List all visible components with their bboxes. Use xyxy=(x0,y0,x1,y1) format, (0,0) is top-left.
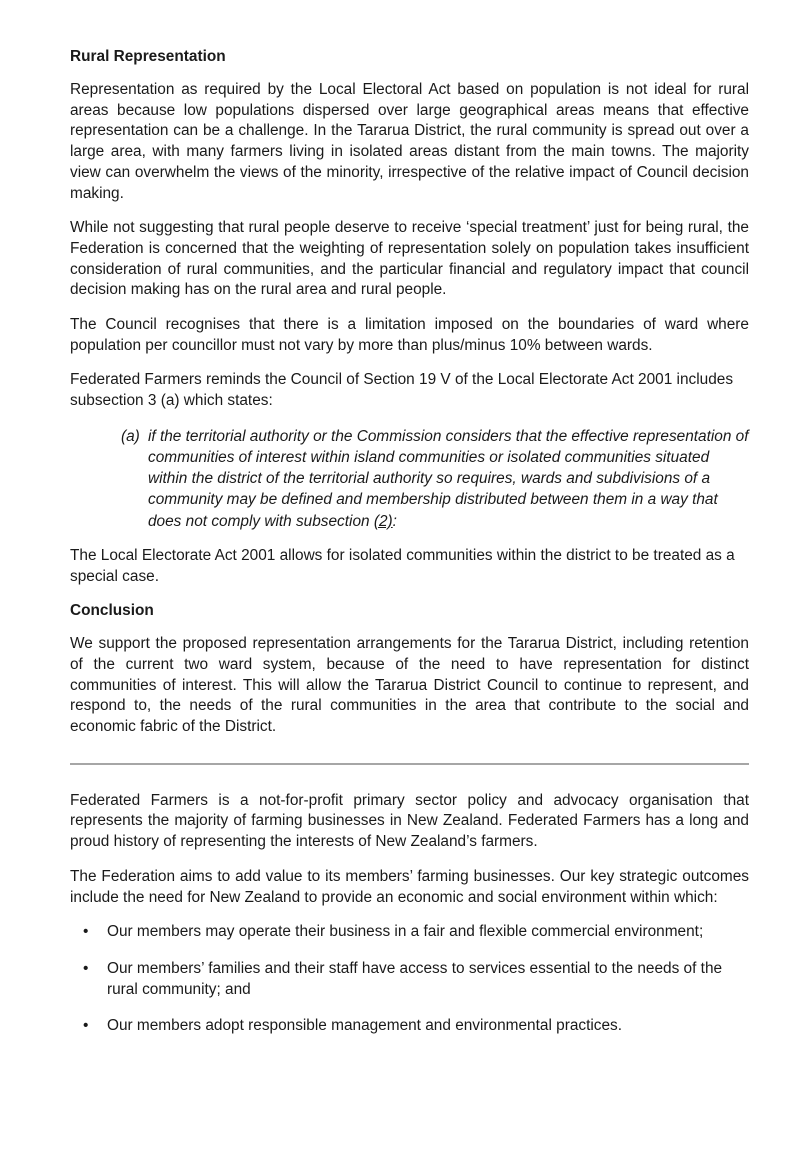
section-divider xyxy=(70,763,749,765)
bullet-icon: • xyxy=(83,1017,89,1035)
outcomes-list xyxy=(70,922,749,1037)
paragraph-section-19v: Federated Farmers reminds the Council of Section 19 V of the Local Electorate Act 2001 includes subsection 3 (a) which states: xyxy=(70,371,734,410)
list-item xyxy=(70,959,749,1000)
list-item xyxy=(70,922,749,943)
quote-marker: (a) xyxy=(121,427,140,445)
subsection-reference-link[interactable]: (2) xyxy=(373,512,393,530)
paragraph-federation-aims: The Federation aims to add value to its members’ farming businesses. Our key strategic outcomes include the need for New Zealand to provide an economic and social environment within which: xyxy=(70,867,749,906)
paragraph-special-case: The Local Electorate Act 2001 allows for isolated communities within the district to be treated as a special case. xyxy=(70,546,735,585)
paragraph-about-federated-farmers: Federated Farmers is a not-for-profit primary sector policy and advocacy organisation that represents the majority of farming businesses in New Zealand. Federated Farmers has a long and proud history of representing the interests of New Zealand’s farmers. xyxy=(70,791,749,851)
list-item-text: Our members may operate their business in a fair and flexible commercial environment; xyxy=(107,923,704,941)
paragraph-council-limitation: The Council recognises that there is a limitation imposed on the boundaries of ward where population per councillor must not vary by more than plus/minus 10% between wards. xyxy=(70,316,749,354)
bullet-icon: • xyxy=(83,960,89,977)
quote-text: if the territorial authority or the Commission considers that the effective representation of communities of interest within island communities or isolated communities situated within the district of the territorial authority so requires, wards and subdivisions of a community may be defined and membership distributed between them in a way that does not comply with subsection xyxy=(148,427,749,530)
list-item-text: Our members’ families and their staff have access to services essential to the needs of the rural community; and xyxy=(107,960,723,998)
section-heading-conclusion: Conclusion xyxy=(70,602,154,620)
paragraph-special-treatment: While not suggesting that rural people deserve to receive ‘special treatment’ just for being rural, the Federation is concerned that the weighting of representation solely on population takes insufficient consideration of rural communities, and the particular financial and regulatory impact that council decision making has on the rural area and rural people. xyxy=(70,219,749,299)
legislation-quote xyxy=(121,426,749,532)
bullet-icon: • xyxy=(83,923,89,941)
paragraph-conclusion: We support the proposed representation arrangements for the Tararua District, including retention of the current two ward system, because of the need to have representation for distinct communities of interest. This will allow the Tararua District Council to continue to represent, and respond to, the needs of the rural communities in the area that contribute to the social and economic fabric of the District. xyxy=(70,635,749,736)
list-item-text: Our members adopt responsible management and environmental practices. xyxy=(107,1017,623,1035)
quote-end: : xyxy=(392,512,397,530)
paragraph-representation: Representation as required by the Local Electoral Act based on population is not ideal for rural areas because low populations dispersed over large geographical areas means that effective representation can be a challenge. In the Tararua District, the rural community is spread out over a large area, with many farmers living in isolated areas distant from the main towns. The majority view can overwhelm the views of the minority, irrespective of the relative impact of Council decision making. xyxy=(70,81,749,202)
list-item xyxy=(70,1016,749,1037)
section-heading-rural-representation: Rural Representation xyxy=(70,48,226,65)
